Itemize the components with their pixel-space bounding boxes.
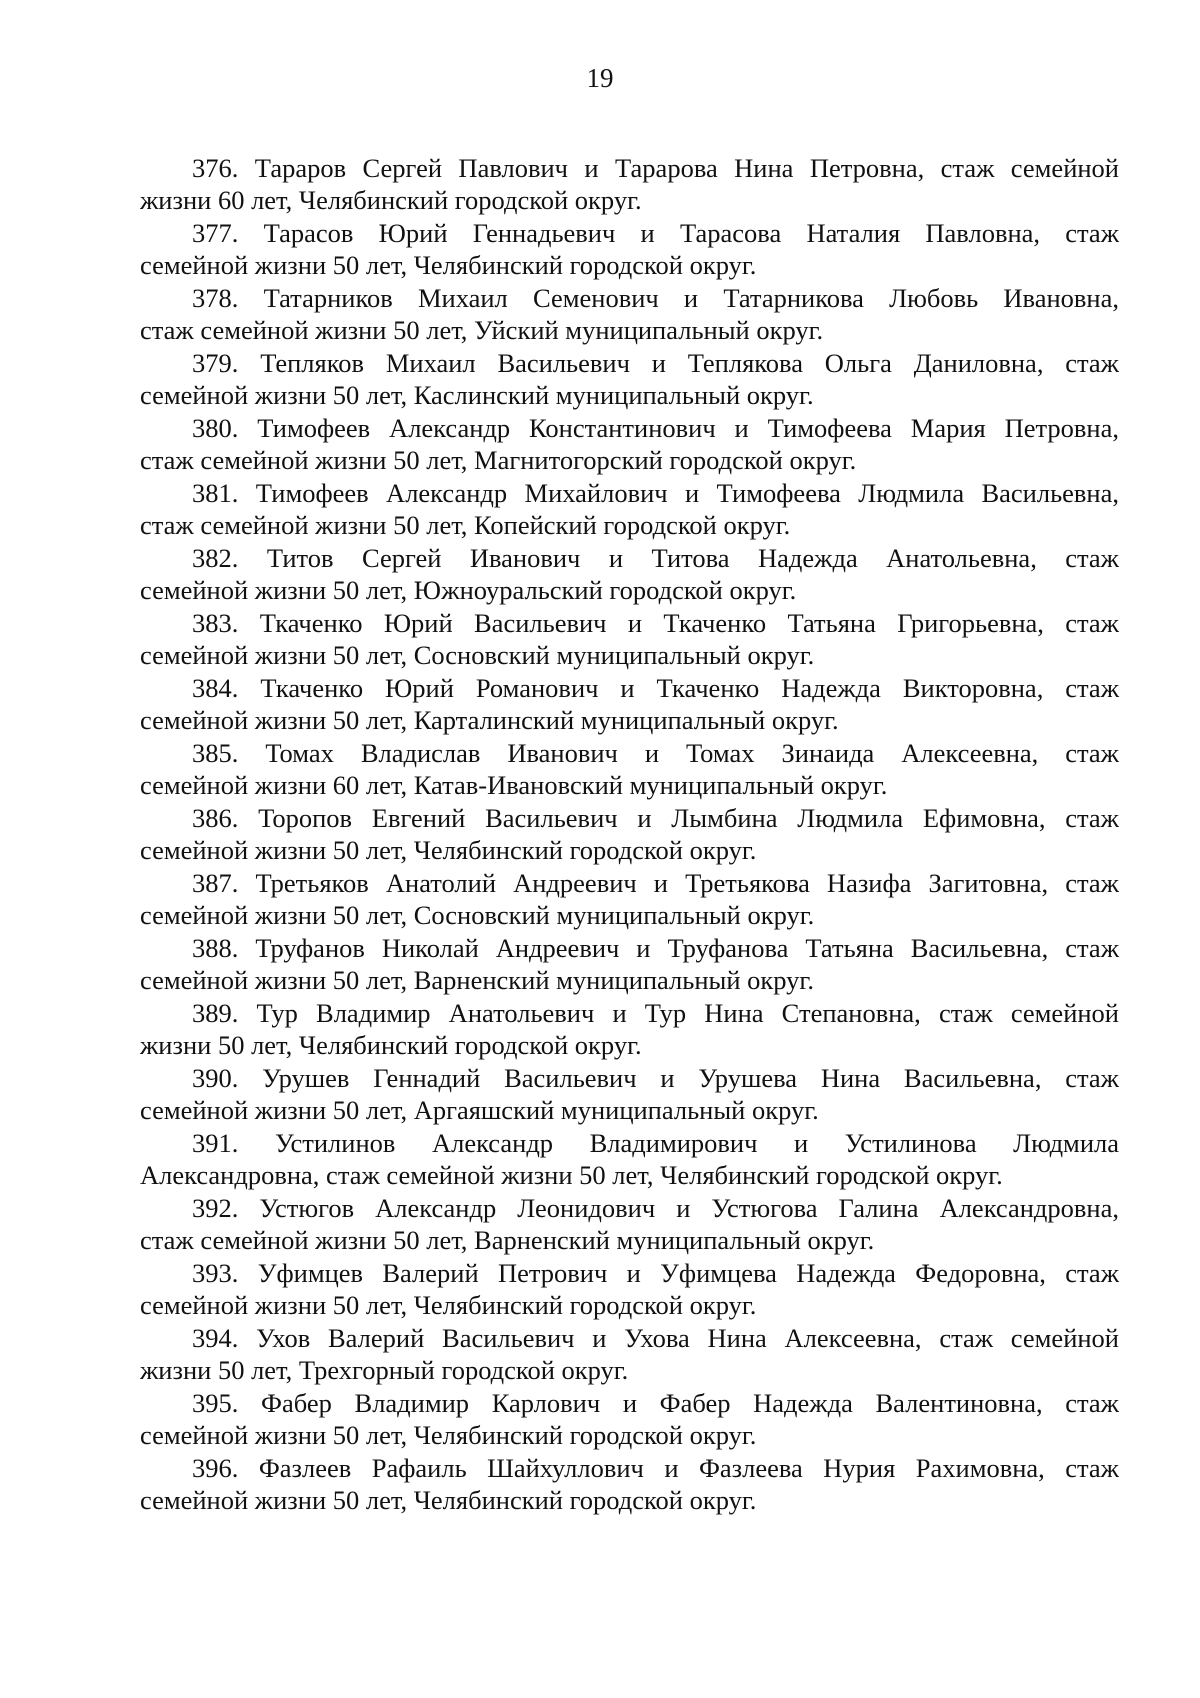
list-item: [140, 802, 1119, 866]
list-item-line-2: семейной жизни 50 лет, Челябинский городской округ.: [140, 1420, 757, 1450]
list-item: [140, 932, 1119, 996]
list-item-line-1: 393. Уфимцев Валерий Петрович и Уфимцева Надежда Федоровна, стаж: [192, 1258, 1119, 1288]
list-item-line-2: семейной жизни 50 лет, Карталинский муниципальный округ.: [140, 705, 839, 735]
list-item-line-1: 388. Труфанов Николай Андреевич и Труфанова Татьяна Васильевна, стаж: [192, 933, 1119, 963]
list-item-line-1: 390. Урушев Геннадий Васильевич и Урушева Нина Васильевна, стаж: [192, 1063, 1119, 1093]
list-item-line-2: семейной жизни 50 лет, Варненский муниципальный округ.: [140, 965, 814, 995]
list-item: [140, 1452, 1119, 1516]
list-item: [140, 1062, 1119, 1126]
list-item-line-2: семейной жизни 50 лет, Челябинский городской округ.: [140, 1485, 757, 1515]
list-item-line-1: 391. Устилинов Александр Владимирович и Устилинова Людмила: [192, 1128, 1119, 1158]
list-item: [140, 1257, 1119, 1321]
list-item: [140, 152, 1119, 216]
list-item-line-1: 396. Фазлеев Рафаиль Шайхуллович и Фазлеева Нурия Рахимовна, стаж: [192, 1453, 1119, 1483]
list-item-line-1: 389. Тур Владимир Анатольевич и Тур Нина Степановна, стаж семейной: [192, 998, 1119, 1028]
list-item-line-2: семейной жизни 50 лет, Южноуральский городской округ.: [140, 575, 797, 605]
list-item-line-2: семейной жизни 50 лет, Сосновский муниципальный округ.: [140, 900, 815, 930]
list-item-line-2: семейной жизни 50 лет, Каслинский муниципальный округ.: [140, 380, 814, 410]
list-item: [140, 347, 1119, 411]
list-item-line-2: жизни 60 лет, Челябинский городской округ.: [140, 185, 642, 215]
list-item: [140, 1127, 1119, 1191]
list-item-line-1: 378. Татарников Михаил Семенович и Татарникова Любовь Ивановна,: [192, 283, 1119, 313]
list-item-line-2: семейной жизни 50 лет, Челябинский городской округ.: [140, 835, 757, 865]
list-item-line-2: стаж семейной жизни 50 лет, Магнитогорский городской округ.: [140, 445, 857, 475]
list-item-line-1: 395. Фабер Владимир Карлович и Фабер Надежда Валентиновна, стаж: [192, 1388, 1119, 1418]
list-item: [140, 1192, 1119, 1256]
list-item-line-1: 385. Томах Владислав Иванович и Томах Зинаида Алексеевна, стаж: [192, 738, 1119, 768]
list-item: [140, 542, 1119, 606]
list-item-line-2: семейной жизни 50 лет, Челябинский городской округ.: [140, 250, 757, 280]
list-item-line-2: семейной жизни 50 лет, Челябинский городской округ.: [140, 1290, 757, 1320]
list-item: [140, 412, 1119, 476]
list-item: [140, 607, 1119, 671]
list-item-line-1: 387. Третьяков Анатолий Андреевич и Третьякова Назифа Загитовна, стаж: [192, 868, 1119, 898]
list-item-line-2: стаж семейной жизни 50 лет, Варненский муниципальный округ.: [140, 1225, 875, 1255]
list-item-line-1: 379. Тепляков Михаил Васильевич и Теплякова Ольга Даниловна, стаж: [192, 348, 1119, 378]
list-item: [140, 1322, 1119, 1386]
list-item: [140, 737, 1119, 801]
list-item-line-2: Александровна, стаж семейной жизни 50 лет, Челябинский городской округ.: [140, 1160, 1003, 1190]
list-item-line-2: стаж семейной жизни 50 лет, Уйский муниципальный округ.: [140, 315, 824, 345]
list-item: [140, 867, 1119, 931]
list-item-line-1: 377. Тарасов Юрий Геннадьевич и Тарасова Наталия Павловна, стаж: [192, 218, 1119, 248]
list-item-line-2: семейной жизни 60 лет, Катав-Ивановский муниципальный округ.: [140, 770, 888, 800]
list-item-line-2: жизни 50 лет, Челябинский городской округ.: [140, 1030, 642, 1060]
list-item: [140, 672, 1119, 736]
list-item-line-1: 392. Устюгов Александр Леонидович и Устюгова Галина Александровна,: [192, 1193, 1119, 1223]
list-item-line-1: 384. Ткаченко Юрий Романович и Ткаченко Надежда Викторовна, стаж: [192, 673, 1119, 703]
list-item-line-2: семейной жизни 50 лет, Аргаяшский муниципальный округ.: [140, 1095, 819, 1125]
list-item: [140, 477, 1119, 541]
list-item-line-2: стаж семейной жизни 50 лет, Копейский городской округ.: [140, 510, 791, 540]
entries-list: [140, 152, 1119, 1517]
list-item-line-1: 381. Тимофеев Александр Михайлович и Тимофеева Людмила Васильевна,: [192, 478, 1119, 508]
page-number: 19: [586, 63, 614, 93]
list-item-line-2: жизни 50 лет, Трехгорный городской округ.: [140, 1355, 629, 1385]
list-item: [140, 997, 1119, 1061]
list-item-line-1: 382. Титов Сергей Иванович и Титова Надежда Анатольевна, стаж: [192, 543, 1119, 573]
list-item-line-1: 380. Тимофеев Александр Константинович и Тимофеева Мария Петровна,: [192, 413, 1119, 443]
list-item: [140, 217, 1119, 281]
list-item: [140, 1387, 1119, 1451]
list-item-line-2: семейной жизни 50 лет, Сосновский муниципальный округ.: [140, 640, 815, 670]
list-item-line-1: 394. Ухов Валерий Васильевич и Ухова Нина Алексеевна, стаж семейной: [192, 1323, 1119, 1353]
list-item: [140, 282, 1119, 346]
list-item-line-1: 383. Ткаченко Юрий Васильевич и Ткаченко Татьяна Григорьевна, стаж: [192, 608, 1119, 638]
list-item-line-1: 376. Тараров Сергей Павлович и Тарарова Нина Петровна, стаж семейной: [192, 153, 1119, 183]
list-item-line-1: 386. Торопов Евгений Васильевич и Лымбина Людмила Ефимовна, стаж: [192, 803, 1119, 833]
